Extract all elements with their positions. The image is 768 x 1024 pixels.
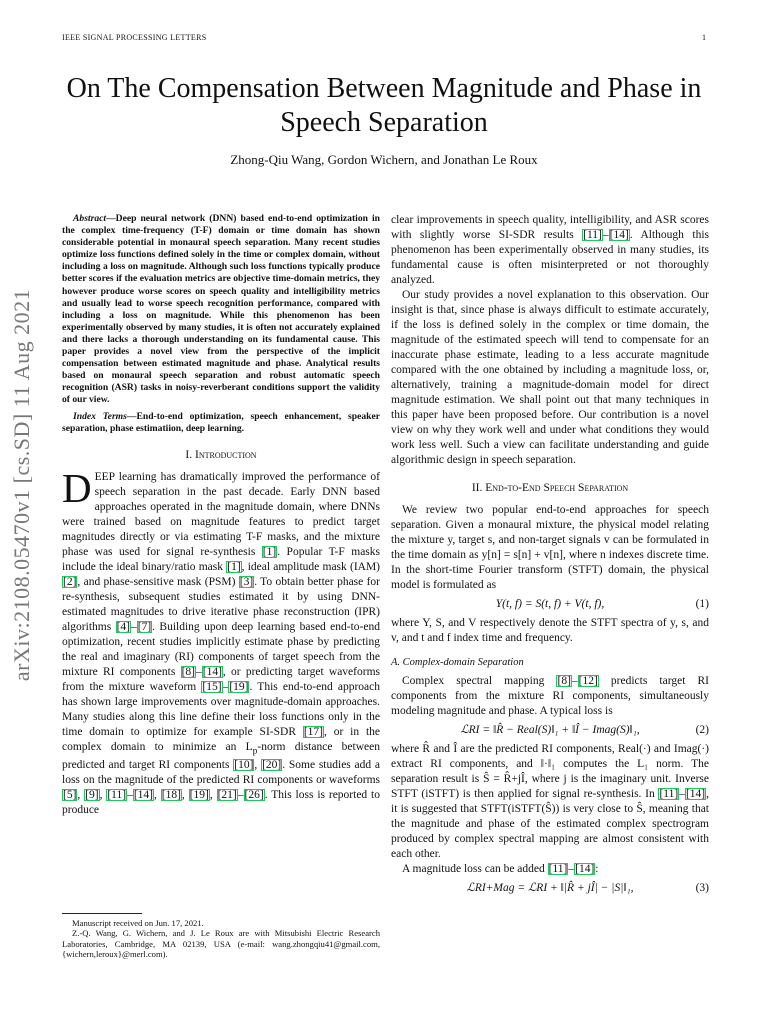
running-head: IEEE SIGNAL PROCESSING LETTERS xyxy=(62,33,207,42)
left-column xyxy=(62,213,380,818)
text-run: . Although this phenomenon has been experimentally observed in many studies, its fundamental cause is often misinterpreted or not thoroughly analyzed. xyxy=(391,229,709,286)
magnitude-loss-paragraph: A magnitude loss can be added [11]–[14]: xyxy=(402,863,599,875)
arxiv-stamp-text: arXiv:2108.05470v1 [cs.SD] 11 Aug 2021 xyxy=(9,288,35,682)
citation-link[interactable]: [11] xyxy=(107,788,127,801)
text-run: , it is suggested that STFT(iSTFT(Ŝ)) is very close to Ŝ, meaning that the magnitude and phase of the estimated complex spectrogram produced by complex spectral mapping are almost consistent with each other. xyxy=(391,788,709,860)
citation-link[interactable]: [14] xyxy=(609,229,629,241)
equation-number: (3) xyxy=(695,882,709,894)
citation-link[interactable]: [8] xyxy=(557,675,571,687)
text-run: . To obtain better phase for re-synthesis, subsequent studies estimated it by using DNN-estimated magnitudes to drive iterative phase reconstruction (IPR) algorithms xyxy=(62,575,380,633)
citation-link[interactable]: [21] xyxy=(217,788,237,801)
abstract-label: Abstract xyxy=(73,213,107,224)
spectra-definition: where Y, S, and V respectively denote the STFT spectra of y, s, and v, and t and f index time and frequency. xyxy=(391,617,709,644)
text-run: , or predicting target waveforms from the mixture waveform xyxy=(62,665,380,693)
citation-link[interactable]: [11] xyxy=(659,788,679,800)
text-run: A magnitude loss can be added xyxy=(402,863,548,875)
equation-number: (1) xyxy=(695,598,709,610)
citation-link[interactable]: [12] xyxy=(578,675,598,687)
text-run: . This end-to-end approach has shown large improvements over magnitude-domain approaches. Many studies along this line define their loss functions only in the time domain to optimize for example SI-SDR xyxy=(62,680,380,738)
citation-link[interactable]: [5] xyxy=(63,788,77,801)
text-run: Complex spectral mapping xyxy=(402,675,557,687)
text-run: , and phase-sensitive mask (PSM) xyxy=(77,575,239,588)
citation-link[interactable]: [2] xyxy=(63,575,77,588)
equation-number: (2) xyxy=(695,724,709,736)
citation-link[interactable]: [18] xyxy=(161,788,181,801)
page-number: 1 xyxy=(702,33,706,42)
abstract-text: —Deep neural network (DNN) based end-to-end optimization in the complex time-frequency (T-F) domain or time domain has shown considerable potential in monaural speech separation. Many recent studies optimize loss functions defined solely in the time or complex domain, without including a loss on magnitude. Although such loss functions typically produce better scores if the evaluation metrics are objective time-domain metrics, they however produce worse scores on speech quality and intelligibility metrics and usually lead to worse speech recognition performance, compared with including a loss on magnitude. While this phenomenon has been experimentally observed by many studies, it is often not accurately explained and there lacks a thorough understanding on its fundamental cause. This paper provides a novel view from the perspective of the implicit compensation between estimated magnitude and phase. Analytical results based on monaural speech separation and robust automatic speech recognition (ASR) tasks in noisy-reverberant conditions support the validity of our view. xyxy=(62,213,380,406)
text-run: . Popular T-F masks include the ideal binary/ratio mask xyxy=(62,545,380,573)
index-terms-text: —End-to-end optimization, speech enhancement, speaker separation, phase estimatiion, deep learning. xyxy=(62,410,380,434)
citation-link[interactable]: [4] xyxy=(116,620,130,633)
footnote-affiliation: Z.-Q. Wang, G. Wichern, and J. Le Roux are with Mitsubishi Electric Research Laboratories, Cambridge, MA 02139, USA (e-mail: wang.zhongqiu41@gmail.com, {wichern,leroux}@merl.com). xyxy=(62,928,380,960)
citation-link[interactable]: [7] xyxy=(137,620,152,633)
citation-link[interactable]: [15] xyxy=(202,680,222,693)
text-run: . This loss is reported to produce xyxy=(62,788,380,816)
equation-body: ℒRI = ‖R̂ − Real(S)‖₁ + ‖Î − Imag(S)‖₁, xyxy=(460,724,640,736)
equation-1 xyxy=(391,597,709,612)
text-run: , xyxy=(254,758,262,771)
citation-link[interactable]: [8] xyxy=(181,665,195,678)
citation-link[interactable]: [10] xyxy=(234,758,254,771)
footnote-rule xyxy=(62,913,142,914)
citation-link[interactable]: [11] xyxy=(583,229,602,241)
equation-body: Y(t, f) = S(t, f) + V(t, f), xyxy=(495,598,605,610)
text-run: clear improvements in speech quality, intelligibility, and ASR scores with slightly worse SI-SDR results xyxy=(391,214,709,241)
subscript: p xyxy=(252,744,258,756)
text-run: -norm distance between predicted and target RI components xyxy=(62,740,380,771)
citation-link[interactable]: [26] xyxy=(244,788,264,801)
citation-link[interactable]: [1] xyxy=(227,560,241,573)
intro-paragraph: DEEP learning has dramatically improved the performance of speech separation in the past decade. Early DNN based approaches operated in the magnitude domain, where DNNs were trained based on magnitude features to predict target magnitudes directly or via estimating T-F masks, and the mixture phase was used for signal re-synthesis [1]. Popular T-F masks include the ideal binary/ratio mask [1], ideal amplitude mask (IAM) [2], and phase-sensitive mask (PSM) [3]. To obtain better phase for re-synthesis, subsequent studies estimated it by using DNN-estimated magnitudes to drive iterative phase reconstruction (IPR) algorithms [4]–[7]. Building upon deep learning based end-to-end optimization, recent studies implicitly estimate phase by predicting the real and imaginary (RI) components of target speech from the mixture RI components [8]–[14], or predicting target waveforms from the mixture waveform [15]–[19]. This end-to-end approach has shown large improvements over magnitude-domain approaches. Many studies along this line define their loss functions only in the time domain to optimize for example SI-SDR [17], or in the complex domain to minimize an $L_p$-norm distance between predicted and target RI components [10], [20]. Some studies add a loss on the magnitude of the predicted RI components or waveforms [5], [9], [11]–[14], [18], [19], [21]–[26]. This loss is reported to produce xyxy=(62,464,381,816)
dropcap: D xyxy=(62,464,92,511)
text-run: . Building upon deep learning based end-to-end optimization, recent studies implicitly estimate phase by predicting the real and imaginary (RI) components of target speech from the mixture RI components xyxy=(62,620,380,678)
subsection-heading-complex: A. Complex-domain Separation xyxy=(391,657,524,668)
arxiv-stamp[interactable] xyxy=(2,270,42,700)
equation-body: ℒRI+Mag = ℒRI + ‖|R̂ + jÎ| − |S|‖₁, xyxy=(466,882,634,894)
text-run: predicts target RI components from the mixture RI components, simultaneously modeling magnitude and phase. A typical loss is xyxy=(391,675,710,717)
paper-title: On The Compensation Between Magnitude and Phase in Speech Separation xyxy=(66,73,702,138)
citation-link[interactable]: [19] xyxy=(229,680,249,693)
section-heading-end-to-end: II. End-to-End Speech Separation xyxy=(471,482,629,494)
text-run: , or in the complex domain to minimize an L xyxy=(62,725,381,753)
physical-model-paragraph: We review two popular end-to-end approaches for speech separation. Given a monaural mixture, the physical model relating the mixture y, target s, and non-target signals v can be formulated in the time domain as y[n] = s[n] + v[n], where n indexes discrete time. In the short-time Fourier transform (STFT) domain, the physical model is formulated as xyxy=(391,504,709,591)
equation-2 xyxy=(391,723,709,738)
contribution-paragraph: Our study provides a novel explanation to this observation. Our insight is that, since phase is always difficult to estimate accurately, if the loss is defined solely in the complex or time domain, the magnitude of the estimated speech will tend to compensate for an inaccurate phase estimate, leading to a less accurate magnitude compared with the one obtained by including a magnitude loss, or, alternatively, training a magnitude-domain model for direct magnitude estimation. We shall point out that many techniques in this paper have been proposed before. Our contribution is a novel view on why they work well and under what conditions they would work less well. Such a view can facilitate understanding and guide algorithmic design in speech separation. xyxy=(391,289,709,466)
citation-link[interactable]: [14] xyxy=(575,863,595,875)
citation-link[interactable]: [14] xyxy=(133,788,153,801)
citation-link[interactable]: [9] xyxy=(85,788,99,801)
index-terms-label: Index Terms xyxy=(73,410,127,422)
footnote-received: Manuscript received on Jun. 17, 2021. xyxy=(72,918,204,928)
citation-link[interactable]: [3] xyxy=(239,575,254,588)
citation-link[interactable]: [11] xyxy=(548,863,568,875)
text-run: where R̂ and Î are the predicted RI components, Real(·) and Imag(·) extract RI components, and ‖·‖₁ computes the L₁ norm. The separation result is Ŝ = R̂+jÎ, where j is the imaginary unit. Inverse STFT (iSTFT) is then applied for signal re-synthesis. In xyxy=(391,743,709,800)
citation-link[interactable]: [17] xyxy=(303,725,324,738)
citation-link[interactable]: [14] xyxy=(685,788,706,800)
text-run: EEP learning has dramatically improved the performance of speech separation in the past decade. Early DNN based approaches operated in the magnitude domain, where DNNs were trained based on magnitude features to predict target magnitudes directly or via estimating T-F masks, and the mixture phase was used for signal re-synthesis xyxy=(62,470,380,558)
complex-mapping-paragraph: Complex spectral mapping [8]–[12] predicts target RI components from the mixture RI components, simultaneously modeling magnitude and phase. A typical loss is xyxy=(391,675,710,717)
author-list: Zhong-Qiu Wang, Gordon Wichern, and Jonathan Le Roux xyxy=(230,152,538,167)
citation-link[interactable]: [1] xyxy=(262,545,277,558)
text-run: . Some studies add a loss on the magnitude of the predicted RI components or waveforms xyxy=(62,758,381,786)
ri-definition-paragraph: where R̂ and Î are the predicted RI components, Real(·) and Imag(·) extract RI components, and ‖·‖₁ computes the L₁ norm. The separation result is Ŝ = R̂+jÎ, where j is the imaginary unit. Inverse STFT (iSTFT) is then applied for signal re-synthesis. In [11]–[14], it is suggested that STFT(iSTFT(Ŝ)) is very close to Ŝ, meaning that the magnitude and phase of the estimated complex spectrogram produced by complex spectral mapping are almost consistent with each other. xyxy=(391,743,709,860)
abstract xyxy=(62,213,380,407)
right-column xyxy=(391,213,709,900)
intro-paragraph-continued: clear improvements in speech quality, intelligibility, and ASR scores with slightly worse SI-SDR results [11]–[14]. Although this phenomenon has been experimentally observed in many studies, its fundamental cause is often misinterpreted or not thoroughly analyzed. xyxy=(391,214,709,286)
citation-link[interactable]: [20] xyxy=(262,758,282,771)
citation-link[interactable]: [19] xyxy=(189,788,209,801)
index-terms xyxy=(62,411,380,435)
equation-3 xyxy=(391,881,709,896)
text-run: , ideal amplitude mask (IAM) xyxy=(241,560,381,573)
footnote xyxy=(62,918,380,960)
section-heading-introduction: I. Introduction xyxy=(185,448,257,461)
text-run: : xyxy=(595,863,599,875)
citation-link[interactable]: [14] xyxy=(202,665,222,678)
